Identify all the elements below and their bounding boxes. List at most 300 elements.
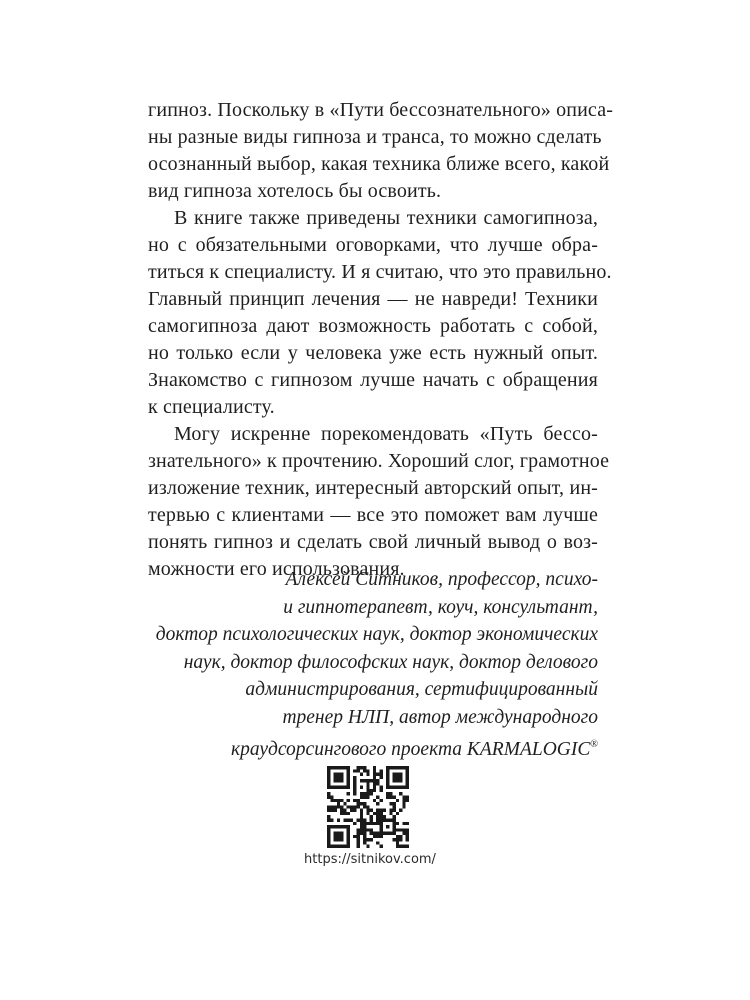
qr-module xyxy=(399,786,402,789)
text-line: к специалисту. xyxy=(148,396,275,418)
qr-module xyxy=(357,805,360,808)
qr-module xyxy=(399,766,402,769)
qr-module xyxy=(379,789,382,792)
qr-module xyxy=(360,812,363,815)
text-line: В книге также приведены техники самогипноза, xyxy=(174,207,598,229)
qr-module xyxy=(337,818,340,821)
qr-module xyxy=(373,769,376,772)
qr-module xyxy=(402,796,405,799)
qr-module xyxy=(340,832,343,835)
qr-module xyxy=(353,822,356,825)
qr-module xyxy=(340,809,343,812)
qr-module xyxy=(363,805,366,808)
qr-module xyxy=(389,818,392,821)
qr-module xyxy=(370,789,373,792)
qr-module xyxy=(386,792,389,795)
qr-module xyxy=(393,822,396,825)
qr-module xyxy=(402,766,405,769)
qr-module xyxy=(396,841,399,844)
qr-module xyxy=(343,766,346,769)
qr-module xyxy=(357,766,360,769)
qr-module xyxy=(340,799,343,802)
qr-module xyxy=(353,789,356,792)
text-line: титься к специалисту. И я считаю, что это правильно. xyxy=(148,261,612,283)
qr-module xyxy=(363,838,366,841)
qr-module xyxy=(327,818,330,821)
qr-module xyxy=(406,822,409,825)
qr-module xyxy=(370,822,373,825)
qr-module xyxy=(360,825,363,828)
qr-module xyxy=(360,792,363,795)
qr-module xyxy=(360,832,363,835)
qr-module xyxy=(347,766,350,769)
qr-module xyxy=(327,769,330,772)
qr-module xyxy=(337,786,340,789)
text-line: осознанный выбор, какая техника ближе всего, какой xyxy=(148,153,610,175)
qr-module xyxy=(396,828,399,831)
signature-line: наук, доктор философских наук, доктор делового xyxy=(183,651,598,673)
qr-module xyxy=(360,796,363,799)
qr-module xyxy=(363,779,366,782)
qr-module xyxy=(393,832,396,835)
qr-module xyxy=(347,776,350,779)
qr-module xyxy=(327,766,330,769)
text-line: Могу искренне порекомендовать «Путь бессо- xyxy=(174,423,598,445)
qr-module xyxy=(327,779,330,782)
qr-module xyxy=(406,773,409,776)
qr-module xyxy=(363,802,366,805)
qr-module xyxy=(327,776,330,779)
signature-line: тренер НЛП, автор международного xyxy=(282,706,598,728)
qr-module xyxy=(347,838,350,841)
qr-module xyxy=(373,835,376,838)
qr-module xyxy=(373,832,376,835)
qr-module xyxy=(383,815,386,818)
qr-module xyxy=(343,802,346,805)
qr-module xyxy=(337,776,340,779)
qr-module xyxy=(376,782,379,785)
qr-module xyxy=(366,809,369,812)
qr-module xyxy=(347,845,350,848)
qr-module xyxy=(370,828,373,831)
qr-module xyxy=(343,818,346,821)
qr-module xyxy=(389,832,392,835)
qr-module xyxy=(370,838,373,841)
qr-module xyxy=(337,779,340,782)
qr-module xyxy=(383,818,386,821)
qr-module xyxy=(360,828,363,831)
qr-module xyxy=(340,773,343,776)
qr-module xyxy=(334,835,337,838)
registered-mark: ® xyxy=(590,739,598,750)
qr-module xyxy=(340,786,343,789)
qr-module xyxy=(386,769,389,772)
qr-module xyxy=(402,802,405,805)
qr-module xyxy=(353,799,356,802)
signature-line: администрирования, сертифицированный xyxy=(245,679,598,700)
qr-module xyxy=(334,809,337,812)
qr-module xyxy=(389,792,392,795)
qr-module xyxy=(353,805,356,808)
qr-module xyxy=(396,799,399,802)
qr-module xyxy=(360,815,363,818)
qr-module xyxy=(399,773,402,776)
qr-module xyxy=(406,782,409,785)
qr-module xyxy=(402,786,405,789)
qr-module xyxy=(366,828,369,831)
qr-module xyxy=(360,822,363,825)
qr-module xyxy=(389,802,392,805)
qr-module xyxy=(347,799,350,802)
qr-module xyxy=(406,786,409,789)
qr-module xyxy=(379,776,382,779)
qr-module xyxy=(370,832,373,835)
qr-module xyxy=(396,773,399,776)
qr-module xyxy=(340,838,343,841)
qr-module xyxy=(334,845,337,848)
qr-module xyxy=(327,838,330,841)
qr-module xyxy=(396,786,399,789)
qr-module xyxy=(376,773,379,776)
text-line: тервью с клиентами — все это поможет вам лучше xyxy=(148,504,598,526)
qr-module xyxy=(327,835,330,838)
qr-module xyxy=(406,799,409,802)
qr-module xyxy=(379,812,382,815)
qr-module xyxy=(330,809,333,812)
qr-module xyxy=(363,822,366,825)
qr-module xyxy=(370,818,373,821)
paragraph-2 xyxy=(148,205,612,421)
qr-module xyxy=(399,809,402,812)
text-line: Знакомство с гипнозом лучше начать с обращения xyxy=(148,369,598,391)
signature-line: Алексей Ситников, профессор, психо- xyxy=(285,569,598,590)
qr-module xyxy=(327,786,330,789)
qr-module xyxy=(376,832,379,835)
qr-module xyxy=(393,802,396,805)
qr-module xyxy=(396,838,399,841)
qr-module xyxy=(360,786,363,789)
qr-module xyxy=(376,818,379,821)
qr-module xyxy=(373,789,376,792)
qr-module xyxy=(379,845,382,848)
qr-module xyxy=(393,773,396,776)
qr-module xyxy=(366,812,369,815)
qr-module xyxy=(327,805,330,808)
qr-module xyxy=(406,796,409,799)
qr-module xyxy=(330,766,333,769)
qr-module xyxy=(334,825,337,828)
qr-module xyxy=(357,838,360,841)
qr-module xyxy=(360,818,363,821)
qr-module xyxy=(327,828,330,831)
qr-module xyxy=(327,809,330,812)
qr-module xyxy=(366,845,369,848)
qr-module xyxy=(334,799,337,802)
qr-module xyxy=(386,825,389,828)
qr-module xyxy=(366,779,369,782)
qr-module xyxy=(393,825,396,828)
qr-module xyxy=(386,766,389,769)
qr-module xyxy=(357,841,360,844)
qr-module xyxy=(373,786,376,789)
text-line: но только если у человека уже есть нужный опыт. xyxy=(148,342,598,364)
qr-module xyxy=(402,805,405,808)
text-line: понять гипноз и сделать свой личный вывод о воз- xyxy=(148,531,598,553)
qr-module xyxy=(366,786,369,789)
qr-module xyxy=(340,805,343,808)
qr-module xyxy=(350,818,353,821)
qr-module xyxy=(327,773,330,776)
project-text: краудсорсингового проекта KARMALOGIC xyxy=(231,739,591,760)
qr-module xyxy=(376,779,379,782)
text-line: можности его использования. xyxy=(148,558,405,580)
qr-module xyxy=(386,796,389,799)
qr-module xyxy=(327,832,330,835)
qr-module xyxy=(370,809,373,812)
qr-module xyxy=(366,838,369,841)
qr-module xyxy=(357,769,360,772)
qr-module xyxy=(373,782,376,785)
qr-module xyxy=(376,815,379,818)
qr-module xyxy=(360,766,363,769)
qr-module xyxy=(337,838,340,841)
qr-module xyxy=(327,845,330,848)
qr-module xyxy=(402,799,405,802)
qr-module xyxy=(350,809,353,812)
qr-module xyxy=(393,818,396,821)
qr-module xyxy=(376,841,379,844)
qr-module xyxy=(370,779,373,782)
text-line: изложение техник, интересный авторский опыт, ин- xyxy=(148,477,598,499)
qr-module xyxy=(379,828,382,831)
qr-module xyxy=(327,792,330,795)
qr-module xyxy=(347,792,350,795)
qr-module xyxy=(366,822,369,825)
website-url[interactable]: https://sitnikov.com/ xyxy=(304,852,436,867)
qr-module xyxy=(376,822,379,825)
qr-module xyxy=(337,773,340,776)
qr-module xyxy=(330,805,333,808)
qr-module xyxy=(406,769,409,772)
qr-module xyxy=(376,835,379,838)
qr-module xyxy=(347,805,350,808)
text-line: вид гипноза хотелось бы освоить. xyxy=(148,180,442,202)
qr-module xyxy=(370,792,373,795)
qr-module xyxy=(334,766,337,769)
qr-module xyxy=(399,838,402,841)
qr-module xyxy=(363,835,366,838)
qr-module xyxy=(363,825,366,828)
qr-module xyxy=(376,812,379,815)
qr-module xyxy=(353,786,356,789)
qr-module xyxy=(360,809,363,812)
qr-module xyxy=(402,828,405,831)
qr-module xyxy=(327,796,330,799)
qr-module xyxy=(337,805,340,808)
qr-module xyxy=(383,809,386,812)
qr-module xyxy=(396,835,399,838)
qr-module xyxy=(406,835,409,838)
qr-module xyxy=(406,845,409,848)
qr-module xyxy=(360,773,363,776)
qr-module xyxy=(386,786,389,789)
qr-module xyxy=(347,786,350,789)
qr-module xyxy=(396,812,399,815)
qr-module xyxy=(334,786,337,789)
qr-module xyxy=(373,779,376,782)
qr-module xyxy=(340,812,343,815)
qr-module xyxy=(334,773,337,776)
signature-line: и гипнотерапевт, коуч, консультант, xyxy=(283,596,598,618)
qr-module xyxy=(373,812,376,815)
qr-module xyxy=(366,773,369,776)
qr-module xyxy=(340,776,343,779)
qr-module xyxy=(334,838,337,841)
qr-module xyxy=(330,796,333,799)
qr-module xyxy=(393,786,396,789)
qr-module xyxy=(334,832,337,835)
qr-module xyxy=(406,766,409,769)
qr-module xyxy=(393,779,396,782)
qr-module xyxy=(366,805,369,808)
qr-module xyxy=(357,845,360,848)
text-line: Главный принцип лечения — не навреди! Техники xyxy=(148,288,598,310)
qr-module xyxy=(393,838,396,841)
qr-module xyxy=(386,779,389,782)
qr-module xyxy=(379,786,382,789)
text-line: самогипноза дают возможность работать с собой, xyxy=(148,315,598,337)
qr-module xyxy=(353,835,356,838)
qr-module xyxy=(327,825,330,828)
qr-module xyxy=(357,835,360,838)
qr-module xyxy=(347,832,350,835)
qr-module xyxy=(353,776,356,779)
qr-module xyxy=(350,805,353,808)
qr-module xyxy=(373,799,376,802)
qr-module xyxy=(406,776,409,779)
qr-module xyxy=(330,845,333,848)
qr-module xyxy=(347,769,350,772)
qr-module xyxy=(376,802,379,805)
qr-module xyxy=(396,822,399,825)
qr-module xyxy=(389,809,392,812)
body-text xyxy=(148,97,614,583)
qr-module xyxy=(379,818,382,821)
qr-module xyxy=(396,845,399,848)
qr-module xyxy=(353,779,356,782)
qr-module xyxy=(363,766,366,769)
qr-code[interactable] xyxy=(327,766,409,848)
qr-module xyxy=(340,835,343,838)
qr-module xyxy=(386,818,389,821)
qr-module xyxy=(343,812,346,815)
qr-module xyxy=(402,832,405,835)
qr-module xyxy=(363,818,366,821)
qr-module xyxy=(327,815,330,818)
qr-code-graphic xyxy=(327,766,409,848)
qr-module xyxy=(357,799,360,802)
qr-module xyxy=(386,776,389,779)
qr-module xyxy=(357,828,360,831)
qr-module xyxy=(402,822,405,825)
qr-module xyxy=(347,841,350,844)
qr-module xyxy=(330,786,333,789)
qr-module xyxy=(353,782,356,785)
qr-module xyxy=(363,828,366,831)
qr-module xyxy=(396,766,399,769)
qr-module xyxy=(327,782,330,785)
qr-module xyxy=(373,776,376,779)
qr-module xyxy=(337,835,340,838)
qr-module xyxy=(337,832,340,835)
qr-module xyxy=(396,776,399,779)
qr-module xyxy=(347,828,350,831)
qr-module xyxy=(337,802,340,805)
qr-module xyxy=(379,835,382,838)
qr-module xyxy=(353,792,356,795)
qr-module xyxy=(379,769,382,772)
qr-module xyxy=(379,832,382,835)
qr-module xyxy=(393,815,396,818)
qr-module xyxy=(396,779,399,782)
qr-module xyxy=(393,776,396,779)
qr-module xyxy=(366,789,369,792)
qr-module xyxy=(337,766,340,769)
qr-module xyxy=(343,786,346,789)
qr-module xyxy=(337,845,340,848)
qr-module xyxy=(399,835,402,838)
qr-module xyxy=(357,818,360,821)
qr-module xyxy=(399,828,402,831)
qr-module xyxy=(393,766,396,769)
qr-module xyxy=(347,825,350,828)
qr-module xyxy=(347,818,350,821)
qr-module xyxy=(383,832,386,835)
qr-module xyxy=(347,835,350,838)
qr-module xyxy=(386,782,389,785)
qr-module xyxy=(340,845,343,848)
qr-module xyxy=(360,802,363,805)
qr-module xyxy=(393,828,396,831)
qr-module xyxy=(347,779,350,782)
qr-module xyxy=(379,799,382,802)
author-signature xyxy=(138,566,598,764)
qr-module xyxy=(393,796,396,799)
text-line: но с обязательными оговорками, что лучше обра- xyxy=(148,234,598,256)
qr-module xyxy=(343,809,346,812)
qr-module xyxy=(343,825,346,828)
qr-module xyxy=(370,815,373,818)
qr-module xyxy=(406,832,409,835)
text-line: ны разные виды гипноза и транса, то можно сделать xyxy=(148,126,602,148)
qr-module xyxy=(366,782,369,785)
qr-module xyxy=(366,769,369,772)
qr-module xyxy=(340,766,343,769)
qr-module xyxy=(347,782,350,785)
qr-module xyxy=(363,769,366,772)
qr-module xyxy=(379,815,382,818)
qr-module xyxy=(334,805,337,808)
qr-module xyxy=(363,796,366,799)
qr-module xyxy=(363,832,366,835)
qr-module xyxy=(340,825,343,828)
qr-module xyxy=(347,812,350,815)
qr-module xyxy=(366,792,369,795)
qr-module xyxy=(373,822,376,825)
qr-module xyxy=(406,828,409,831)
qr-module xyxy=(353,769,356,772)
qr-module xyxy=(406,779,409,782)
